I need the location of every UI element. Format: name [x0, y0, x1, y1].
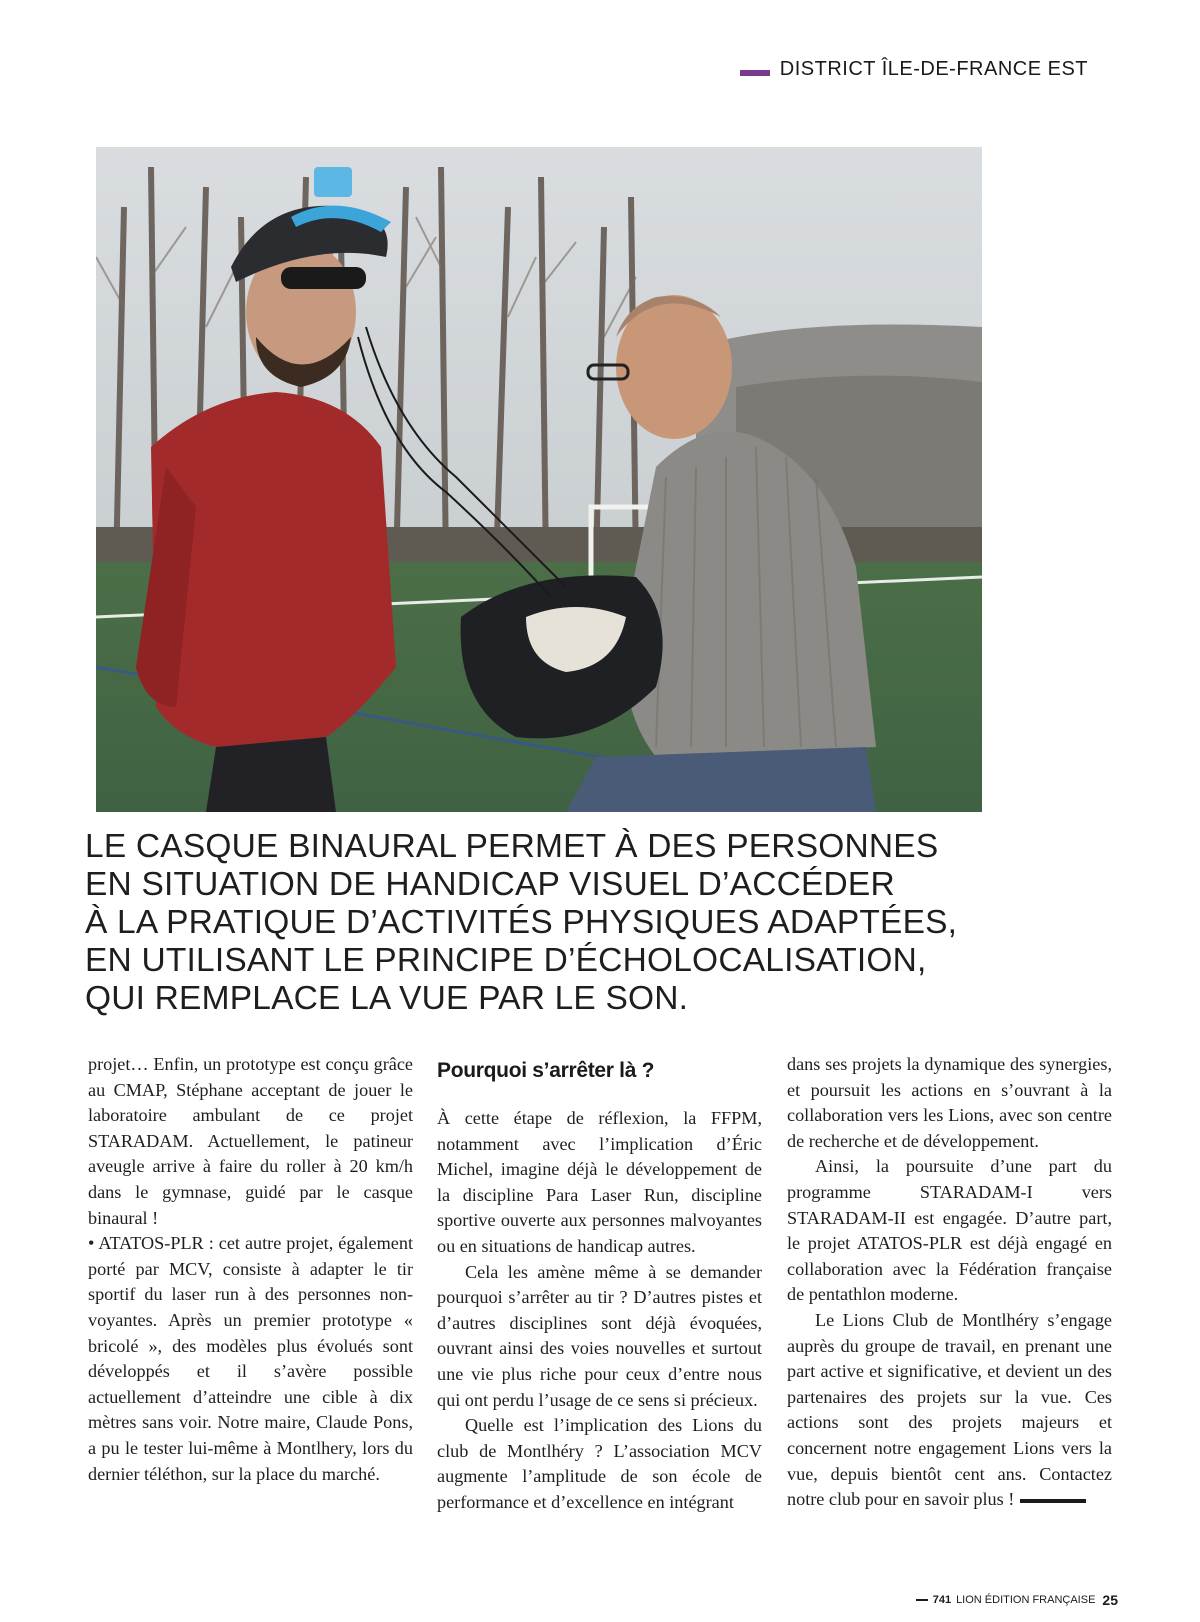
page-number: 25 [1102, 1592, 1118, 1608]
paragraph: dans ses projets la dynamique des synergies, et poursuit les actions en s’ouvrant à la collaboration vers les Lions, avec son centre de recherche et de développement. [787, 1054, 1112, 1151]
page-footer [916, 1592, 1118, 1608]
paragraph: Cela les amène même à se demander pourquoi s’arrêter au tir ? D’autres pistes et d’autres disciplines sont déjà évoquées, ouvrant ainsi des voies nouvelles et surtout une vie plus riche pour ceux d’entre nous qui ont perdu l’usage de ce sens si précieux. [437, 1261, 762, 1410]
article-column-2 [437, 1052, 762, 1516]
caption-line: À LA PRATIQUE D’ACTIVITÉS PHYSIQUES ADAPTÉES, [85, 904, 958, 941]
photo-caption [85, 828, 985, 1018]
footer-rule [916, 1599, 928, 1601]
paragraph: À cette étape de réflexion, la FFPM, notamment avec l’implication d’Éric Michel, imagine déjà le développement de la discipline Para Laser Run, discipline sportive ouverte aux personnes malvoyantes ou en situations de handicap autres. [437, 1108, 762, 1256]
paragraph-text: Le Lions Club de Montlhéry s’engage auprès du groupe de travail, en prenant une part active et significative, et devient un des partenaires des projets sur la vue. Ces actions sont des projets majeurs et concernent notre engagement Lions vers la vue, depuis bientôt cent ans. Contactez notre club pour en savoir plus ! [787, 1309, 1112, 1510]
paragraph-final [787, 1308, 1112, 1513]
caption-line: QUI REMPLACE LA VUE PAR LE SON. [85, 980, 689, 1017]
section-header [740, 58, 1088, 81]
section-title: DISTRICT ÎLE-DE-FRANCE EST [779, 58, 1088, 80]
section-accent-bar [740, 70, 770, 76]
article-photo [96, 147, 982, 812]
paragraph: Ainsi, la poursuite d’une part du programme STARADAM-I vers STARADAM-II est engagée. D’autre part, le projet ATATOS-PLR est déjà engagé en collaboration avec la Fédération française de pentathlon moderne. [787, 1156, 1112, 1305]
paragraph: • ATATOS-PLR : cet autre projet, également porté par MCV, consiste à adapter le tir sportif du laser run à des personnes non-voyantes. Après un premier prototype « bricolé », des modèles plus évolués sont développés et il s’avère possible actuellement d’atteindre une cible à dix mètres sans voir. Notre maire, Claude Pons, a pu le tester lui-même à Montlhery, lors du dernier téléthon, sur la place du marché. [88, 1233, 413, 1484]
caption-line: LE CASQUE BINAURAL PERMET À DES PERSONNES [85, 828, 939, 865]
section-heading: Pourquoi s’arrêter là ? [437, 1059, 655, 1082]
issue-number: 741 [932, 1594, 952, 1606]
article-column-3 [787, 1052, 1112, 1513]
paragraph: projet… Enfin, un prototype est conçu grâce au CMAP, Stéphane acceptant de jouer le laboratoire ambulant de ce projet STARADAM. Actuellement, le patineur aveugle arrive à faire du roller à 20 km/h dans le gymnase, guidé par le casque binaural ! [88, 1054, 413, 1228]
end-of-article-mark [1020, 1499, 1086, 1503]
caption-line: EN SITUATION DE HANDICAP VISUEL D’ACCÉDER [85, 866, 895, 903]
paragraph: Quelle est l’implication des Lions du club de Montlhéry ? L’association MCV augmente l’amplitude de son école de performance et d’excellence en intégrant [437, 1415, 762, 1512]
publication-name: LION ÉDITION FRANÇAISE [956, 1594, 1096, 1606]
caption-line: EN UTILISANT LE PRINCIPE D’ÉCHOLOCALISATION, [85, 942, 927, 979]
article-column-1 [88, 1052, 413, 1487]
